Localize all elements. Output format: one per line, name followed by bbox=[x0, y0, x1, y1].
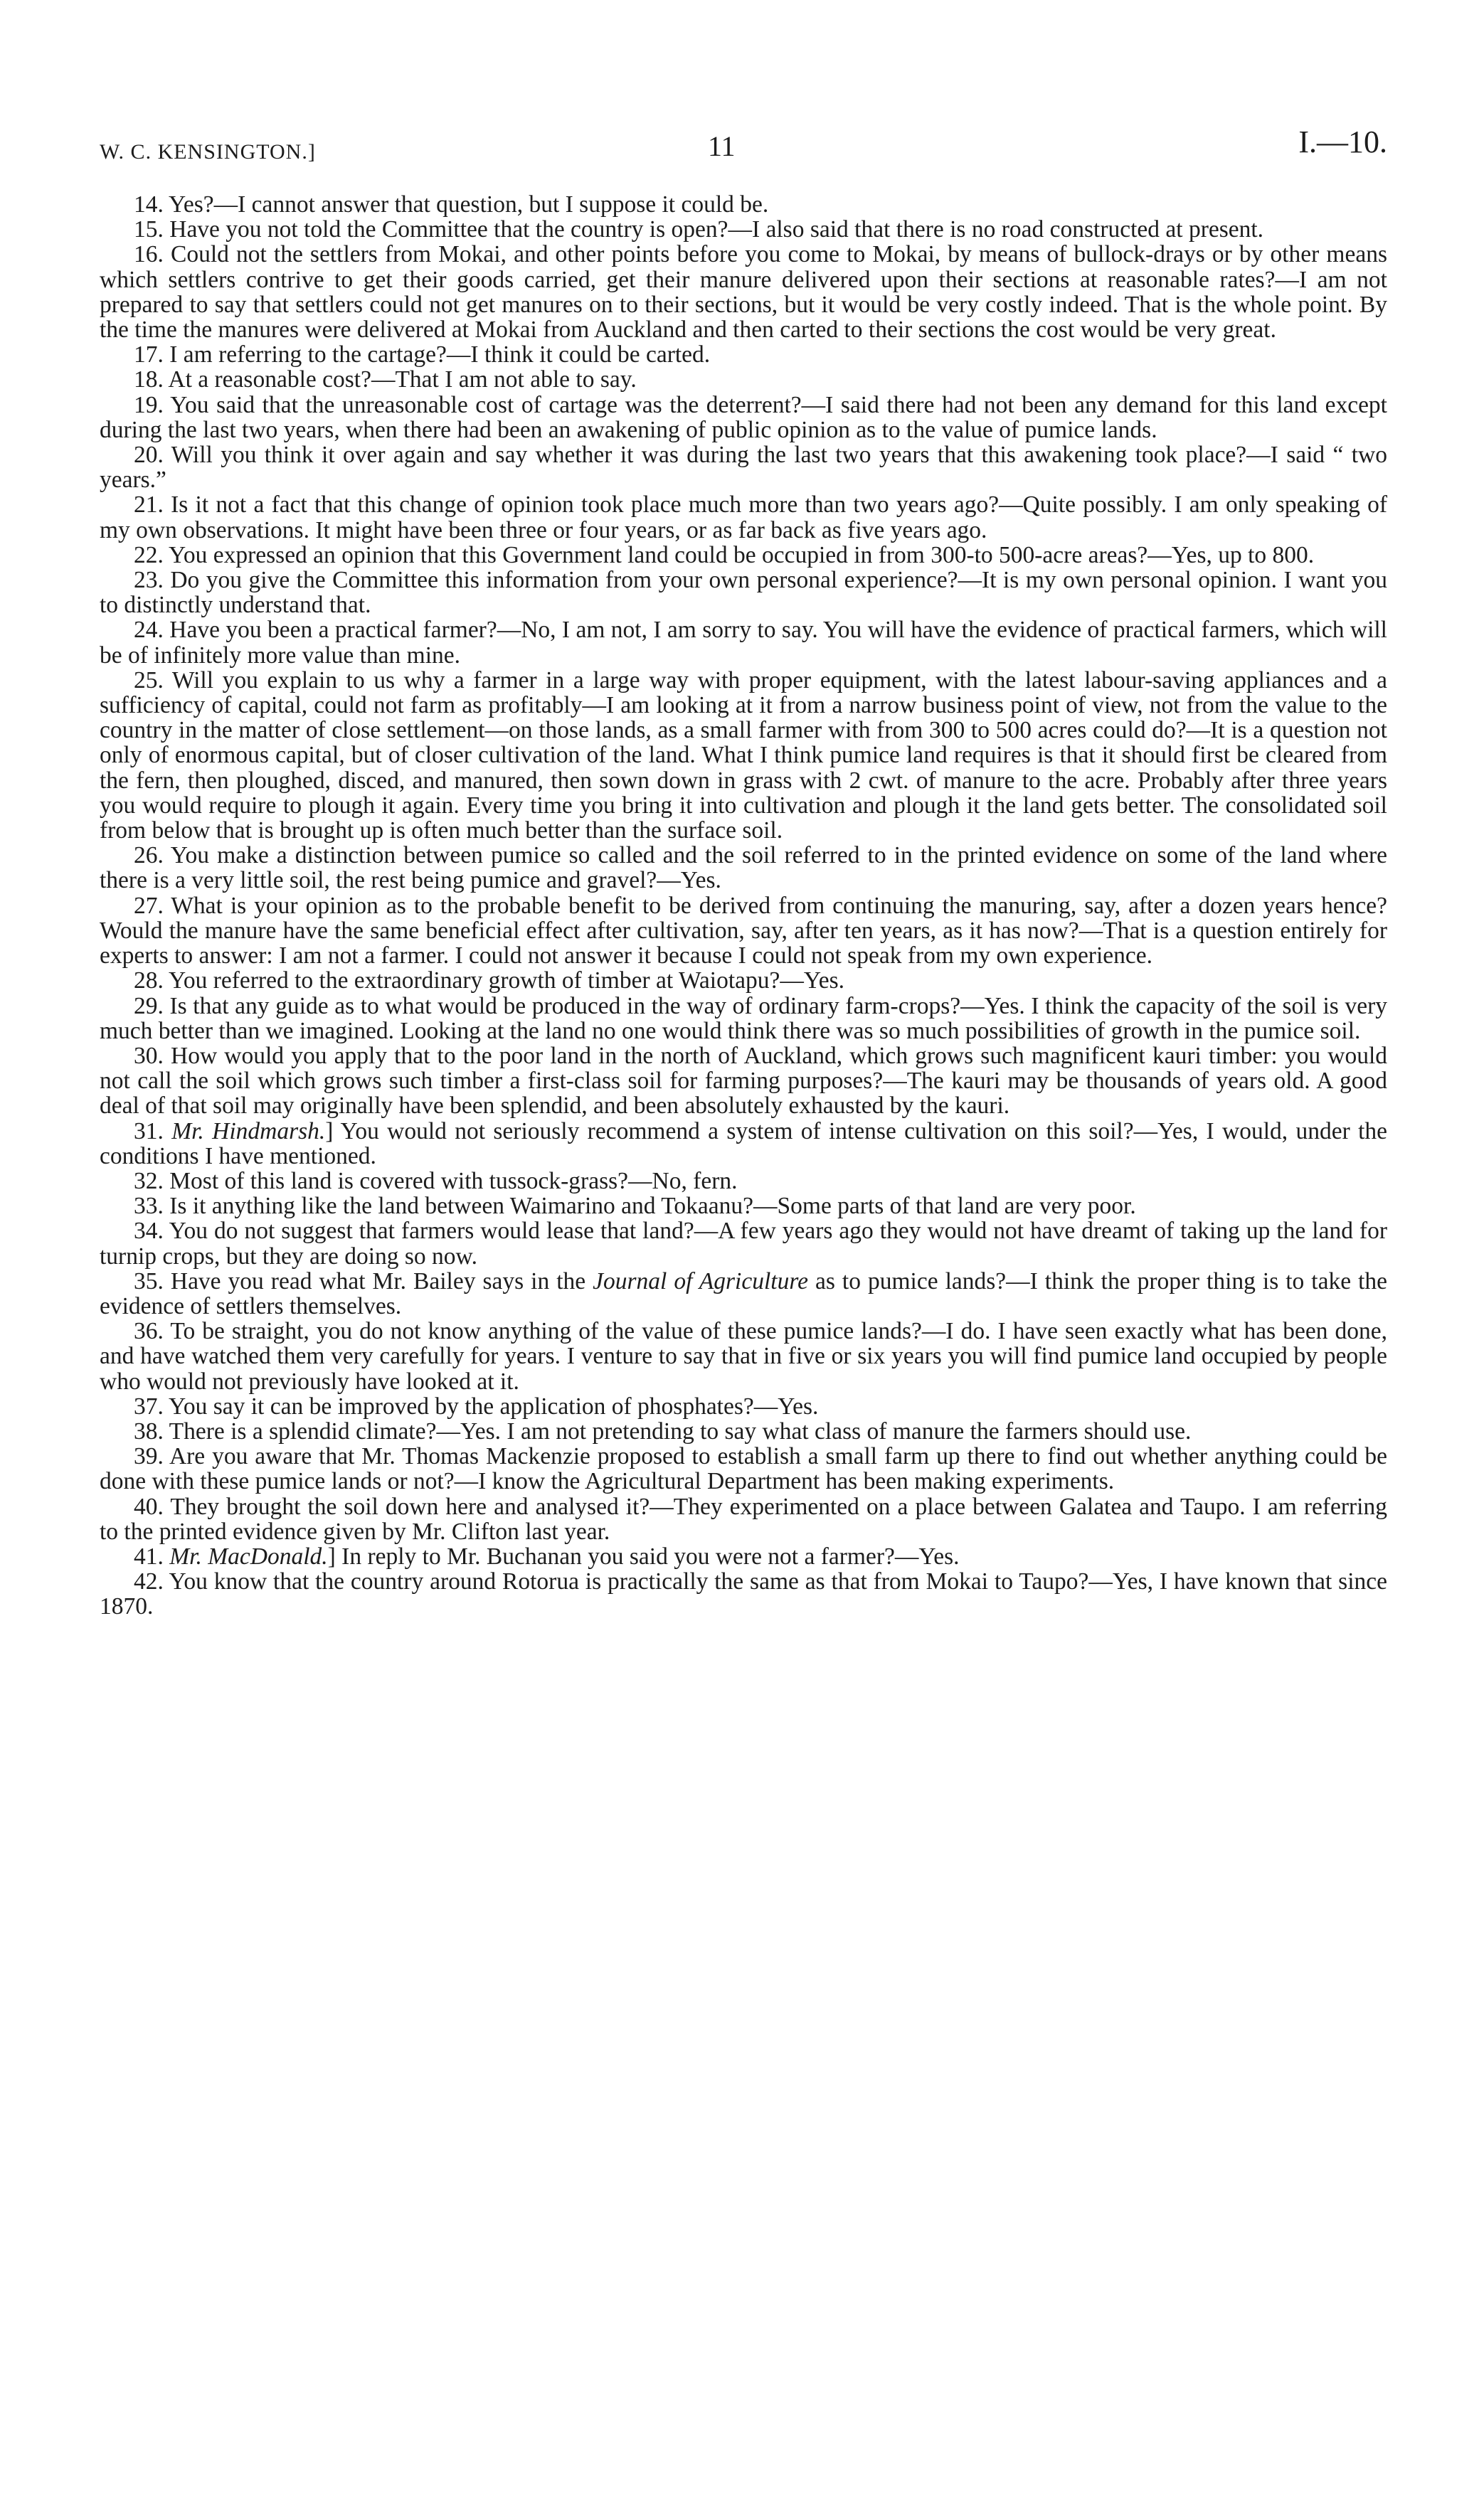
paragraph-25: 25. Will you explain to us why a farmer in a large way with proper equipment, with the latest labour-saving appliances and a sufficiency of capital, could not farm as profitably—I am looking at it from a narrow business point of view, not from the value to the country in the matter of close settlement—on those lands, as a small farmer with from 300 to 500 acres could do?—It is a question not only of enormous capital, but of closer cultivation of the land. What I think pumice land requires is that it should first be cleared from the fern, then ploughed, disced, and manured, then sown down in grass with 2 cwt. of manure to the acre. Probably after three years you would require to plough it again. Every time you bring it into cultivation and plough it the land gets better. The consolidated soil from below that is brought up is often much better than the surface soil. bbox=[100, 666, 1387, 844]
paragraph-19: 19. You said that the unreasonable cost of cartage was the deterrent?—I said there had not been any demand for this land except during the last two years, when there had been an awakening of public opinion as to the value of pumice lands. bbox=[100, 391, 1387, 443]
speaker-name: Mr. Hindmarsh. bbox=[171, 1117, 326, 1144]
paragraph-41-text: ] In reply to Mr. Buchanan you said you were not a farmer?—Yes. bbox=[327, 1543, 960, 1570]
witness-name-header: W. C. KENSINGTON.] bbox=[100, 140, 316, 164]
paragraph-26: 26. You make a distinction between pumice so called and the soil referred to in the printed evidence on some of the land where there is a very little soil, the rest being pumice and gravel?—Yes. bbox=[100, 842, 1387, 894]
page-number: 11 bbox=[708, 130, 736, 162]
paragraph-37: 37. You say it can be improved by the application of phosphates?—Yes. bbox=[134, 1393, 819, 1420]
paragraph-31-number: 31. bbox=[134, 1117, 172, 1144]
paragraph-21: 21. Is it not a fact that this change of opinion took place much more than two years ago?—Quite possibly. I am only speaking of my own observations. It might have been three or four years, or as far back as five years ago. bbox=[100, 491, 1387, 543]
paragraph-14: 14. Yes?—I cannot answer that question, but I suppose it could be. bbox=[134, 191, 769, 218]
paragraph-31 bbox=[100, 1119, 1387, 1169]
paragraph-36: 36. To be straight, you do not know anything of the value of these pumice lands?—I do. I have seen exactly what has been done, and have watched them very carefully for years. I venture to say that in five or six years you will find pumice land occupied by people who would not previously have looked at it. bbox=[100, 1318, 1387, 1395]
document-page bbox=[100, 121, 1387, 1620]
document-reference: I.—10. bbox=[1298, 124, 1387, 159]
paragraph-35-lead: 35. Have you read what Mr. Bailey says in the bbox=[134, 1267, 593, 1294]
paragraph-39: 39. Are you aware that Mr. Thomas Mackenzie proposed to establish a small farm up there to find out whether anything could be done with these pumice lands or not?—I know the Agricultural Department has been making experiments. bbox=[100, 1443, 1387, 1495]
paragraph-38: 38. There is a splendid climate?—Yes. I am not pretending to say what class of manure the farmers should use. bbox=[134, 1418, 1192, 1445]
paragraph-18: 18. At a reasonable cost?—That I am not able to say. bbox=[134, 366, 637, 393]
paragraph-23: 23. Do you give the Committee this information from your own personal experience?—It is my own personal opinion. I want you to distinctly understand that. bbox=[100, 567, 1387, 619]
publication-title: Journal of Agriculture bbox=[593, 1267, 809, 1294]
paragraph-15: 15. Have you not told the Committee that the country is open?—I also said that there is no road constructed at present. bbox=[134, 216, 1264, 243]
paragraph-22: 22. You expressed an opinion that this Government land could be occupied in from 300-to 500-acre areas?—Yes, up to 800. bbox=[134, 541, 1315, 568]
paragraph-17: 17. I am referring to the cartage?—I think it could be carted. bbox=[134, 341, 711, 368]
paragraph-28: 28. You referred to the extraordinary growth of timber at Waiotapu?—Yes. bbox=[134, 967, 844, 994]
speaker-name: Mr. MacDonald. bbox=[169, 1543, 328, 1570]
document-body bbox=[100, 192, 1387, 1620]
paragraph-20: 20. Will you think it over again and say whether it was during the last two years that this awakening took place?—I said “ two years.” bbox=[100, 442, 1387, 494]
paragraph-42: 42. You know that the country around Rotorua is practically the same as that from Mokai to Taupo?—Yes, I have known that since 1870. bbox=[100, 1568, 1387, 1620]
paragraph-16: 16. Could not the settlers from Mokai, and other points before you come to Mokai, by means of bullock-drays or by other means which settlers contrive to get their goods carried, get their manure delivered upon their sections at reasonable rates?—I am not prepared to say that settlers could not get manures on to their sections, but it would be very costly indeed. That is the whole point. By the time the manures were delivered at Mokai from Auckland and then carted to their sections the cost would be very great. bbox=[100, 241, 1387, 344]
paragraph-24: 24. Have you been a practical farmer?—No, I am not, I am sorry to say. You will have the evidence of practical farmers, which will be of infinitely more value than mine. bbox=[100, 617, 1387, 669]
paragraph-33: 33. Is it anything like the land between Waimarino and Tokaanu?—Some parts of that land are very poor. bbox=[134, 1193, 1136, 1220]
paragraph-32: 32. Most of this land is covered with tussock-grass?—No, fern. bbox=[134, 1167, 738, 1194]
paragraph-30: 30. How would you apply that to the poor land in the north of Auckland, which grows such magnificent kauri timber: you would not call the soil which grows such timber a first-class soil for farming purposes?—The kauri may be thousands of years old. A good deal of that soil may originally have been splendid, and been absolutely exhausted by the kauri. bbox=[100, 1042, 1387, 1120]
paragraph-31-text: ] You would not seriously recommend a system of intense cultivation on this soil?—Yes, I would, under the conditions I have mentioned. bbox=[100, 1117, 1388, 1169]
paragraph-29: 29. Is that any guide as to what would be produced in the way of ordinary farm-crops?—Yes. I think the capacity of the soil is very much better than we imagined. Looking at the land no one would think there was so much possibilities of growth in the pumice soil. bbox=[100, 992, 1387, 1044]
paragraph-35 bbox=[100, 1269, 1387, 1319]
page-header bbox=[100, 121, 1387, 171]
paragraph-40: 40. They brought the soil down here and analysed it?—They experimented on a place between Galatea and Taupo. I am referring to the printed evidence given by Mr. Clifton last year. bbox=[100, 1493, 1387, 1545]
paragraph-41-number: 41. bbox=[134, 1543, 170, 1570]
paragraph-35-text: as to pumice lands?—I think the proper thing is to take the evidence of settlers themselves. bbox=[100, 1267, 1387, 1319]
paragraph-34: 34. You do not suggest that farmers would lease that land?—A few years ago they would not have dreamt of taking up the land for turnip crops, but they are doing so now. bbox=[100, 1218, 1387, 1270]
paragraph-41 bbox=[100, 1544, 1387, 1569]
paragraph-27: 27. What is your opinion as to the probable benefit to be derived from continuing the manuring, say, after a dozen years hence? Would the manure have the same beneficial effect after cultivation, say, after ten years, as it has now?—That is a question entirely for experts to answer: I am not a farmer. I could not answer it because I could not speak from my own experience. bbox=[100, 892, 1387, 969]
